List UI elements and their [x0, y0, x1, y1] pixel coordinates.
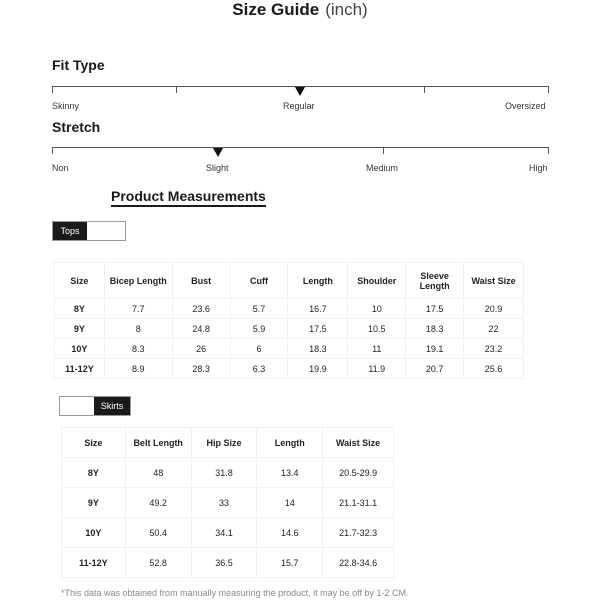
table-cell: 8: [104, 319, 172, 339]
skirts-table: [61, 427, 394, 578]
fit-type-scale: [52, 86, 549, 93]
table-cell: 36.5: [191, 548, 257, 578]
stretch-heading: Stretch: [52, 119, 101, 135]
table-cell: 10Y: [62, 518, 126, 548]
stretch-option-high: High: [529, 163, 548, 173]
table-cell: 17.5: [288, 319, 348, 339]
table-row: [62, 488, 394, 518]
tops-table: [54, 262, 524, 379]
table-cell: 18.3: [406, 319, 464, 339]
table-row: [55, 359, 524, 379]
table-row: [55, 339, 524, 359]
stretch-tick: [52, 148, 53, 154]
table-row: [55, 299, 524, 319]
table-cell: 49.2: [125, 488, 191, 518]
table-cell: 10: [348, 299, 406, 319]
table-cell: 14: [257, 488, 323, 518]
table-cell: 8.9: [104, 359, 172, 379]
table-cell: 20.7: [406, 359, 464, 379]
table-cell: 22: [464, 319, 524, 339]
table-cell: 18.3: [288, 339, 348, 359]
table-cell: 7.7: [104, 299, 172, 319]
tops-col-bust: Bust: [172, 263, 230, 299]
table-cell: 8Y: [55, 299, 105, 319]
stretch-option-slight: Slight: [206, 163, 229, 173]
table-cell: 28.3: [172, 359, 230, 379]
fit-type-tick: [52, 87, 53, 93]
table-cell: 11-12Y: [62, 548, 126, 578]
tops-col-cuff: Cuff: [230, 263, 288, 299]
fit-type-tick: [548, 87, 549, 93]
stretch-scale: [52, 147, 549, 154]
page-title-text: Size Guide: [232, 0, 320, 19]
table-cell: 22.8-34.6: [323, 548, 394, 578]
table-cell: 10Y: [55, 339, 105, 359]
table-cell: 23.6: [172, 299, 230, 319]
tops-col-size: Size: [55, 263, 105, 299]
table-cell: 10.5: [348, 319, 406, 339]
skirts-col-length: Length: [257, 428, 323, 458]
tops-header-row: [55, 263, 524, 299]
fit-type-tick: [424, 87, 425, 93]
table-cell: 14.6: [257, 518, 323, 548]
table-cell: 9Y: [62, 488, 126, 518]
tops-col-length: Length: [288, 263, 348, 299]
stretch-option-non: Non: [52, 163, 69, 173]
table-cell: 31.8: [191, 458, 257, 488]
page-title-unit: (inch): [325, 0, 368, 19]
table-row: [62, 518, 394, 548]
table-cell: 6: [230, 339, 288, 359]
table-cell: 11: [348, 339, 406, 359]
fit-type-option-oversized: Oversized: [505, 101, 546, 111]
table-cell: 11.9: [348, 359, 406, 379]
skirts-col-belt-length: Belt Length: [125, 428, 191, 458]
table-cell: 20.9: [464, 299, 524, 319]
table-cell: 26: [172, 339, 230, 359]
table-cell: 13.4: [257, 458, 323, 488]
product-measurements-title: Product Measurements: [111, 188, 266, 207]
page-title: [0, 0, 600, 20]
tops-col-waist-size: Waist Size: [464, 263, 524, 299]
fit-type-tick: [176, 87, 177, 93]
table-row: [62, 458, 394, 488]
table-cell: 5.9: [230, 319, 288, 339]
table-cell: 34.1: [191, 518, 257, 548]
table-row: [55, 319, 524, 339]
stretch-option-medium: Medium: [366, 163, 399, 173]
table-cell: 21.1-31.1: [323, 488, 394, 518]
tops-col-shoulder: Shoulder: [348, 263, 406, 299]
table-cell: 21.7-32.3: [323, 518, 394, 548]
fit-type-heading: Fit Type: [52, 57, 105, 73]
table-cell: 24.8: [172, 319, 230, 339]
table-cell: 48: [125, 458, 191, 488]
table-cell: 8.3: [104, 339, 172, 359]
footnote: *This data was obtained from manually measuring the product, it may be off by 1-2 CM.: [61, 588, 409, 598]
table-cell: 25.6: [464, 359, 524, 379]
table-cell: 11-12Y: [55, 359, 105, 379]
table-cell: 19.9: [288, 359, 348, 379]
stretch-tick: [548, 148, 549, 154]
skirts-toggle-off-side[interactable]: [60, 397, 94, 415]
skirts-toggle[interactable]: [59, 396, 131, 416]
table-cell: 50.4: [125, 518, 191, 548]
skirts-toggle-label[interactable]: Skirts: [94, 397, 130, 415]
tops-col-bicep-length: Bicep Length: [104, 263, 172, 299]
stretch-selected-marker: [213, 148, 223, 157]
tops-toggle-label[interactable]: Tops: [53, 222, 87, 240]
tops-toggle[interactable]: [52, 221, 126, 241]
fit-type-option-regular: Regular: [283, 101, 315, 111]
tops-toggle-off-side[interactable]: [87, 222, 125, 240]
table-cell: 6.3: [230, 359, 288, 379]
skirts-header-row: [62, 428, 394, 458]
table-cell: 17.5: [406, 299, 464, 319]
table-cell: 5.7: [230, 299, 288, 319]
skirts-col-size: Size: [62, 428, 126, 458]
table-cell: 52.8: [125, 548, 191, 578]
table-cell: 16.7: [288, 299, 348, 319]
table-cell: 15.7: [257, 548, 323, 578]
fit-type-selected-marker: [295, 87, 305, 96]
table-cell: 23.2: [464, 339, 524, 359]
table-cell: 9Y: [55, 319, 105, 339]
table-cell: 8Y: [62, 458, 126, 488]
table-row: [62, 548, 394, 578]
table-cell: 19.1: [406, 339, 464, 359]
skirts-col-waist-size: Waist Size: [323, 428, 394, 458]
fit-type-option-skinny: Skinny: [52, 101, 80, 111]
table-cell: 33: [191, 488, 257, 518]
table-cell: 20.5-29.9: [323, 458, 394, 488]
skirts-col-hip-size: Hip Size: [191, 428, 257, 458]
tops-col-sleeve-length: Sleeve Length: [406, 263, 464, 299]
stretch-tick: [383, 148, 384, 154]
